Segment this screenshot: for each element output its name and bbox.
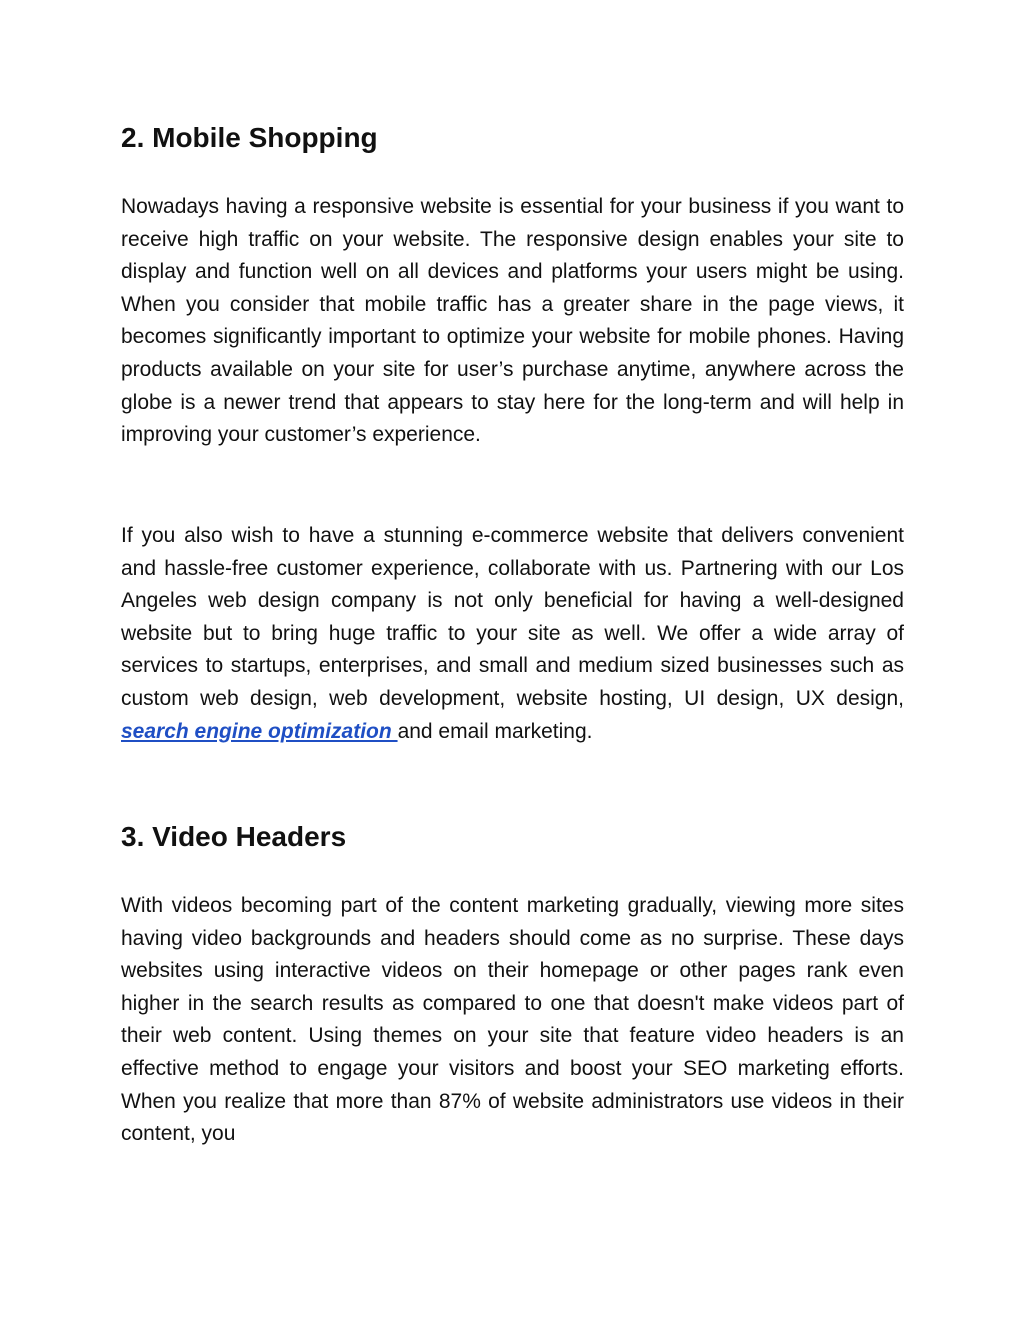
seo-link[interactable]: search engine optimization: [121, 719, 398, 743]
section-heading-video-headers: 3. Video Headers: [121, 821, 347, 852]
paragraph-mobile-shopping: Nowadays having a responsive website is essential for your business if you want to receive high traffic on your website. The responsive design enables your site to display and function well on all devices and platforms your users might be using. When you consider that mobile traffic has a greater share in the page views, it becomes significantly important to optimize your website for mobile phones. Having products available on your site for user’s purchase anytime, anywhere across the globe is a newer trend that appears to stay here for the long-term and will help in improving your customer’s experience.: [121, 195, 904, 447]
paragraph-cta: [121, 520, 904, 748]
cta-text-after-link: and email marketing.: [397, 719, 593, 743]
cta-text-before-link: If you also wish to have a stunning e-commerce website that delivers convenient and hassle-free customer experience, collaborate with us. Partnering with our Los Angeles web design company is not only beneficial for having a well-designed website but to bring huge traffic to your site as well. We offer a wide array of services to startups, enterprises, and small and medium sized businesses such as custom web design, web development, website hosting, UI design, UX design,: [121, 524, 904, 710]
paragraph-video-headers: With videos becoming part of the content marketing gradually, viewing more sites having video backgrounds and headers should come as no surprise. These days websites using interactive videos on their homepage or other pages rank even higher in the search results as compared to one that doesn't make videos part of their web content. Using themes on your site that feature video headers is an effective method to engage your visitors and boost your SEO marketing efforts. When you realize that more than 87% of website administrators use videos in their content, you: [121, 894, 904, 1146]
section-heading-mobile-shopping: 2. Mobile Shopping: [121, 122, 378, 153]
